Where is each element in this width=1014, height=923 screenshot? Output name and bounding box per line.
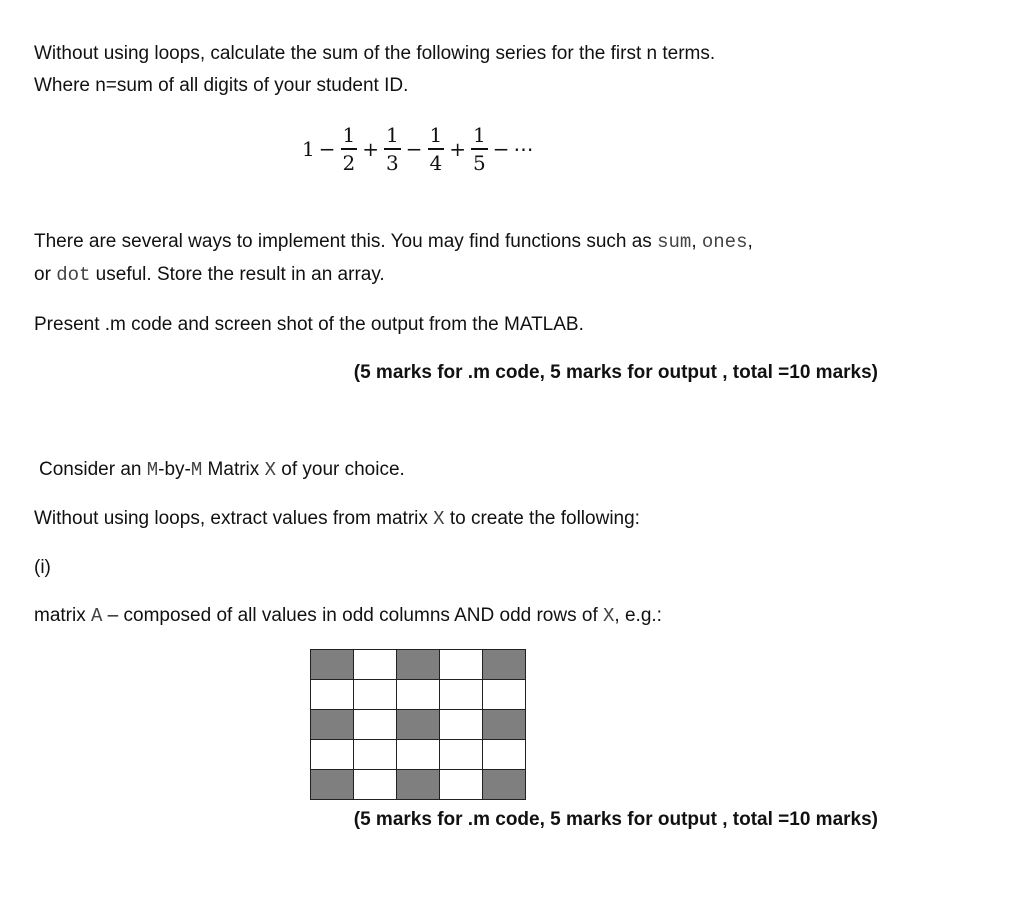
hint-text: useful. Store the result in an array.	[90, 264, 385, 285]
code-a: A	[91, 605, 103, 627]
code-x: X	[264, 459, 276, 481]
fraction-denominator: 4	[429, 150, 443, 175]
desc-text: matrix	[34, 605, 91, 626]
grid-cell-selected	[311, 650, 354, 680]
formula-fraction-2	[384, 122, 401, 175]
code-x: X	[433, 508, 445, 530]
grid-cell	[440, 770, 483, 800]
grid-cell-selected	[311, 770, 354, 800]
q1-marks: (5 marks for .m code, 5 marks for output , total =10 marks)	[353, 362, 878, 383]
formula-ellipsis: ⋯	[513, 137, 534, 161]
fraction-numerator: 1	[386, 123, 399, 148]
grid-row	[311, 740, 526, 770]
grid-cell	[397, 740, 440, 770]
fraction-denominator: 2	[342, 150, 356, 175]
grid-cell-selected	[483, 770, 526, 800]
grid-cell	[354, 650, 397, 680]
formula-lead: 1	[302, 137, 315, 161]
grid-row	[311, 680, 526, 710]
grid-cell-selected	[397, 770, 440, 800]
hint-comma: ,	[747, 231, 753, 252]
formula-op-3: −	[405, 137, 423, 161]
code-x: X	[603, 605, 615, 627]
grid-cell	[483, 680, 526, 710]
formula-fraction-4	[471, 122, 488, 175]
grid-cell-selected	[311, 710, 354, 740]
grid-cell	[354, 770, 397, 800]
grid-cell	[397, 680, 440, 710]
odd-rows-cols-grid	[310, 649, 526, 800]
fraction-numerator: 1	[429, 123, 443, 148]
q1-intro-line2: Where n=sum of all digits of your student ID.	[34, 75, 409, 96]
q1-hint-line1	[34, 230, 753, 254]
formula-tail-op: −	[492, 137, 510, 161]
grid-cell-selected	[397, 650, 440, 680]
extract-text: Without using loops, extract values from matrix	[34, 508, 434, 529]
q2-extract	[34, 507, 640, 531]
q2-part-label: (i)	[34, 557, 51, 578]
fraction-numerator: 1	[473, 123, 486, 148]
grid-row	[311, 650, 526, 680]
extract-text: to create the following:	[444, 508, 640, 529]
q2-matrix-a-desc	[34, 604, 662, 628]
formula-op-4: +	[449, 137, 466, 161]
consider-text: Consider an	[39, 459, 147, 480]
consider-text: -by-	[158, 459, 191, 480]
grid-row	[311, 710, 526, 740]
grid-cell	[354, 680, 397, 710]
consider-text: of your choice.	[275, 459, 405, 480]
grid-cell	[354, 740, 397, 770]
q1-present: Present .m code and screen shot of the output from the MATLAB.	[34, 314, 584, 335]
q1-intro-line1: Without using loops, calculate the sum of the following series for the first n terms.	[34, 43, 716, 64]
code-ones: ones	[701, 231, 748, 253]
desc-text: , e.g.:	[614, 605, 662, 626]
code-m: M	[146, 459, 159, 481]
q1-hint-line2	[34, 263, 385, 287]
grid-cell	[440, 710, 483, 740]
grid-cell	[354, 710, 397, 740]
grid-cell	[311, 680, 354, 710]
grid-cell	[440, 680, 483, 710]
grid-cell	[440, 740, 483, 770]
desc-text: – composed of all values in odd columns AND odd rows of	[102, 605, 604, 626]
grid-cell	[440, 650, 483, 680]
formula-op-2: +	[362, 137, 379, 161]
fraction-denominator: 3	[386, 150, 399, 175]
fraction-numerator: 1	[342, 123, 356, 148]
hint-text: There are several ways to implement this. You may find functions such as	[34, 231, 658, 252]
fraction-denominator: 5	[473, 150, 486, 175]
q2-marks: (5 marks for .m code, 5 marks for output , total =10 marks)	[353, 809, 878, 830]
series-formula	[300, 118, 536, 180]
grid-cell	[311, 740, 354, 770]
formula-fraction-1	[341, 122, 358, 175]
q2-consider	[39, 458, 405, 482]
consider-text: Matrix	[202, 459, 265, 480]
formula-op-1: −	[318, 137, 336, 161]
formula-fraction-3	[428, 122, 445, 175]
grid-cell-selected	[483, 650, 526, 680]
hint-comma: ,	[691, 231, 702, 252]
code-dot: dot	[56, 264, 91, 286]
grid-cell-selected	[397, 710, 440, 740]
code-m: M	[190, 459, 203, 481]
code-sum: sum	[657, 231, 692, 253]
grid-cell-selected	[483, 710, 526, 740]
grid-row	[311, 770, 526, 800]
hint-text: or	[34, 264, 57, 285]
grid-cell	[483, 740, 526, 770]
